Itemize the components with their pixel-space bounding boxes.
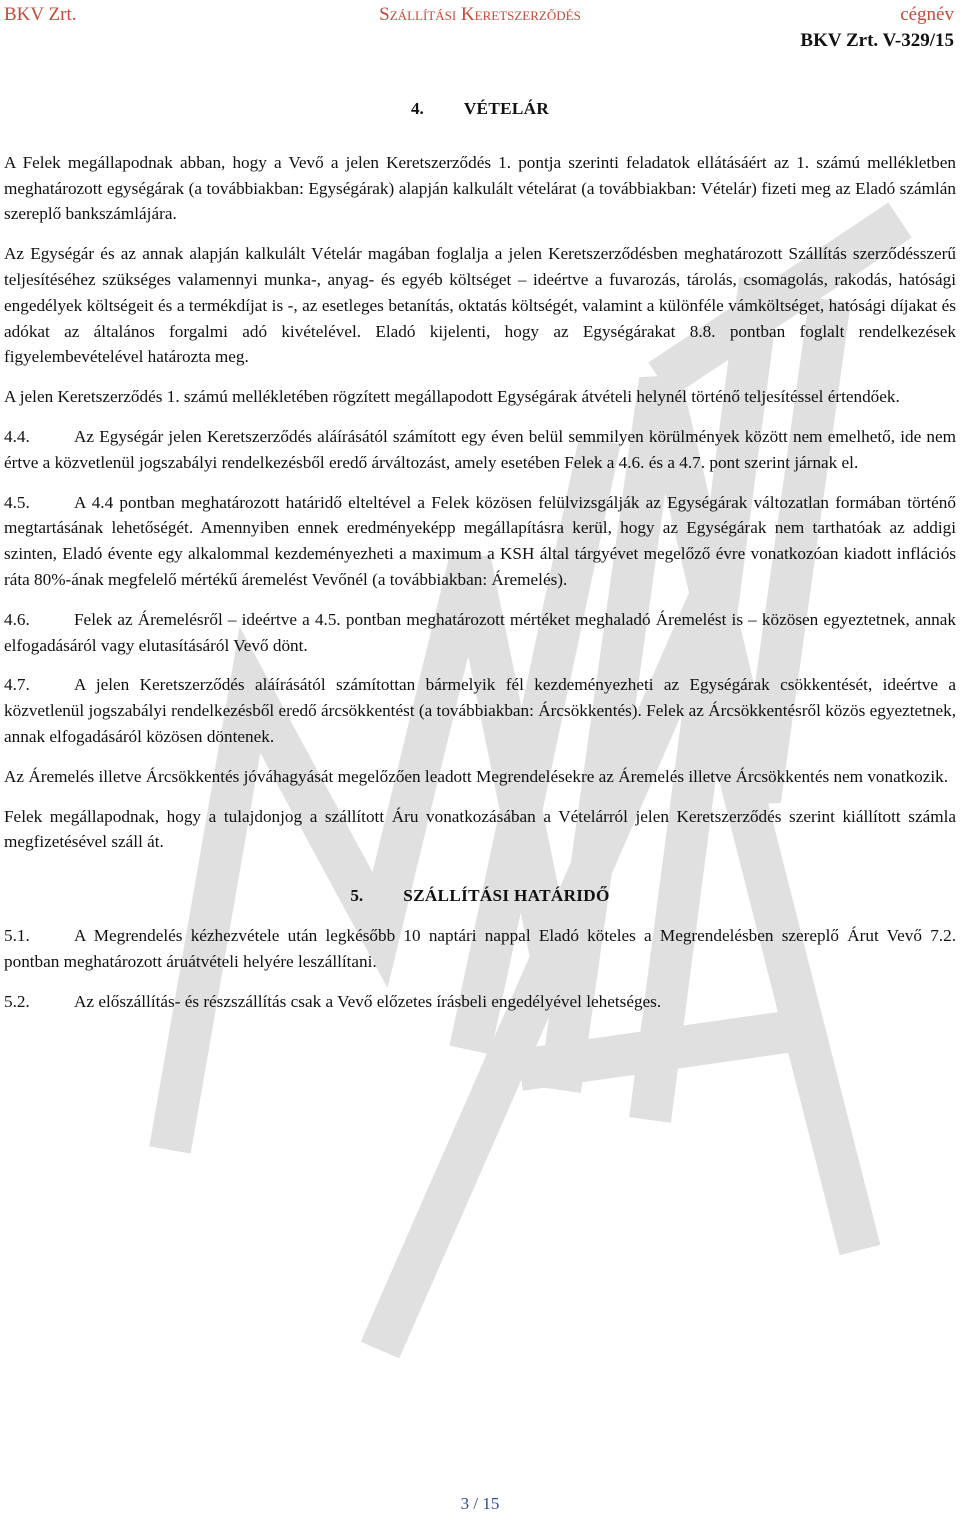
clause-4-6 [4, 607, 956, 659]
clause-4-5-number: 4.5. [4, 492, 30, 512]
clause-4-7 [4, 672, 956, 749]
clause-4-5-text: A 4.4 pontban meghatározott határidő elteltével a Felek közösen felülvizsgálják az Egységárak változatlan formában történő megtartásának lehetőségét. Amennyiben ennek eredményeképp megállapításra kerül, hogy az Egységárak nem tarthatóak az addigi szinten, Eladó évente egy alkalommal kezdeményezheti a maximum a KSH által tárgyévet megelőző évre vonatkozóan kiadott inflációs ráta 80%-ának megfelelő mértékű áremelést Vevőnél (a továbbiakban: Áremelés). [4, 492, 956, 589]
section-5-title: SZÁLLÍTÁSI HATÁRIDŐ [403, 886, 610, 906]
clause-5-2-text: Az előszállítás- és részszállítás csak a Vevő előzetes írásbeli engedélyével lehetséges. [74, 991, 662, 1011]
paragraph-price-intro: A Felek megállapodnak abban, hogy a Vevő a jelen Keretszerződés 1. pontja szerinti feladatok ellátásáért az 1. számú mellékletben meghatározott egységárak (a továbbiakban: Egységárak) alapján kalkulált vételárat (a továbbiakban: Vételár) fizeti meg az Eladó számlán szereplő bankszámlájára. [4, 152, 956, 224]
clause-4-4 [4, 424, 956, 476]
page-number: 3 / 15 [460, 1494, 500, 1513]
paragraph-price-change-exception: Az Áremelés illetve Árcsökkentés jóváhagyását megelőzően leadott Megrendelésekre az Áremelés illetve Árcsökkentés nem vonatkozik. [4, 766, 948, 786]
page-header [0, 0, 960, 60]
header-partner: cégnév [900, 4, 954, 25]
section-4-title: VÉTELÁR [463, 99, 550, 118]
section-5-number: 5. [350, 886, 364, 906]
paragraph-unit-price-delivery: A jelen Keretszerződés 1. számú mellékletében rögzített megállapodott Egységárak átvételi helynél történő teljesítéssel értendőek. [4, 387, 900, 407]
clause-5-1-text: A Megrendelés kézhezvétele után legkésőbb 10 naptári nappal Eladó köteles a Megrendelésben szereplő Árut Vevő 7.2. pontban meghatározott áruátvételi helyére leszállítani. [4, 925, 956, 971]
document-body [4, 96, 956, 1014]
clause-5-2-number: 5.2. [4, 991, 30, 1011]
clause-4-7-text: A jelen Keretszerződés aláírásától számítottan bármelyik fél kezdeményezheti az Egységárak csökkentését, ideértve a közvetlenül jogszabályi rendelkezésből eredő árcsökkentést (a továbbiakban: Árcsökkentés). Felek az Árcsökkentésről közös egyeztetnek, annak elfogadásáról közösen döntenek. [4, 675, 956, 746]
clause-4-5 [4, 490, 956, 593]
clause-4-4-text: Az Egységár jelen Keretszerződés aláírásától számított egy éven belül semmilyen körülmények között nem emelhető, ide nem értve a közvetlenül jogszabályi rendelkezésből eredő árváltozást, amely esetében Felek a 4.6. és a 4.7. pont szerint járnak el. [4, 426, 956, 472]
header-doc-type: Szállítási Keretszerződés [379, 4, 581, 25]
header-company: BKV Zrt. [4, 4, 77, 25]
clause-5-2 [4, 989, 956, 1015]
clause-4-4-number: 4.4. [4, 426, 30, 446]
section-5-heading [4, 883, 956, 909]
clause-5-1-number: 5.1. [4, 925, 30, 945]
section-4-heading [4, 96, 956, 122]
section-4-number: 4. [410, 99, 424, 118]
paragraph-ownership-transfer: Felek megállapodnak, hogy a tulajdonjog a szállított Áru vonatkozásában a Vételárról jelen Keretszerződés szerint kiállított számla megfizetésével száll át. [4, 806, 956, 852]
header-contract-number: BKV Zrt. V-329/15 [800, 30, 954, 51]
clause-4-6-text: Felek az Áremelésről – ideértve a 4.5. pontban meghatározott mértéket meghaladó Áremelést is – közösen egyeztetnek, annak elfogadásáról vagy elutasításáról Vevő dönt. [4, 609, 956, 655]
paragraph-price-contents: Az Egységár és az annak alapján kalkulált Vételár magában foglalja a jelen Keretszerződésben meghatározott Szállítás szerződésszerű teljesítéséhez szükséges valamennyi munka-, anyag- és egyéb költséget – ideértve a fuvarozás, tárolás, csomagolás, rakodás, hatósági engedélyek költségeit és a termékdíjat is -, az esetleges betanítás, oktatás költségét, valamint a különféle vámköltséget, hatósági díjakat és adókat az általános forgalmi adó kivételével. Eladó kijelenti, hogy az Egységárakat 8.8. pontban foglalt rendelkezések figyelembevételével határozta meg. [4, 244, 956, 367]
clause-4-7-number: 4.7. [4, 675, 30, 695]
clause-4-6-number: 4.6. [4, 609, 30, 629]
clause-5-1 [4, 923, 956, 975]
